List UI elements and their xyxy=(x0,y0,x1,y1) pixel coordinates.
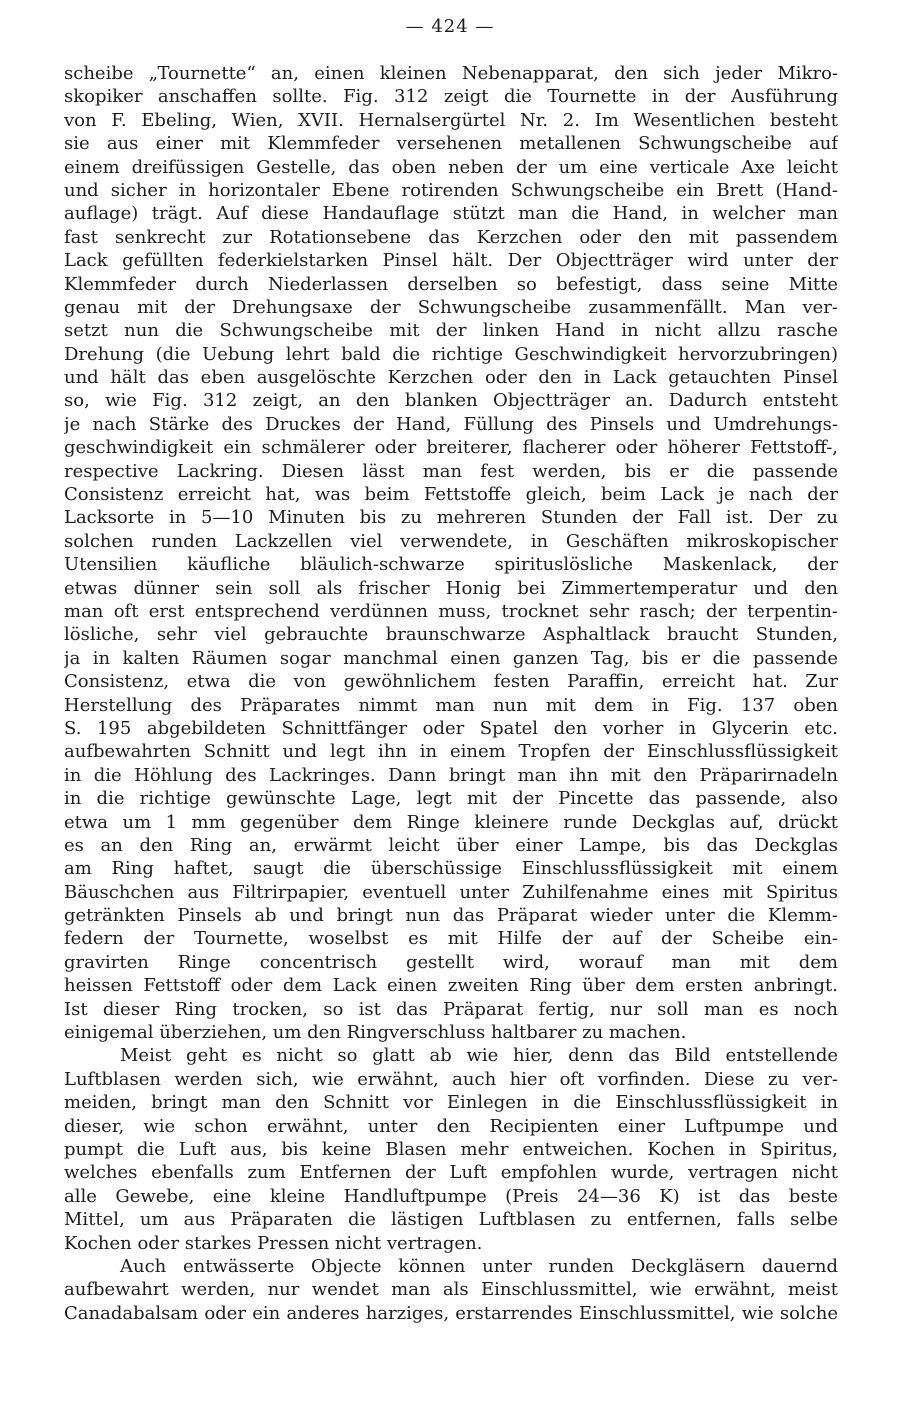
text-line: am Ring haftet, saugt die überschüssige Einschlussflüssigkeit mit einem xyxy=(64,858,838,880)
text-line: dieser, wie schon erwähnt, unter den Recipienten einer Luftpumpe und xyxy=(64,1115,838,1137)
text-line: Bäuschchen aus Filtrirpapier, eventuell unter Zuhilfenahme eines mit Spiritus xyxy=(64,881,838,903)
text-line: in die richtige gewünschte Lage, legt mit der Pincette das passende, also xyxy=(64,788,838,810)
text-line: Ist dieser Ring trocken, so ist das Präparat fertig, nur soll man es noch xyxy=(64,998,838,1020)
text-line: solchen runden Lackzellen viel verwendete, in Geschäften mikroskopischer xyxy=(64,530,838,552)
text-line: Lacksorte in 5—10 Minuten bis zu mehreren Stunden der Fall ist. Der zu xyxy=(64,507,838,529)
text-line: je nach Stärke des Druckes der Hand, Füllung des Pinsels und Umdrehungs- xyxy=(64,413,838,435)
text-line: welches ebenfalls zum Entfernen der Luft empfohlen wurde, vertragen nicht xyxy=(64,1162,838,1184)
text-line: ja in kalten Räumen sogar manchmal einen ganzen Tag, bis er die passende xyxy=(64,647,838,669)
text-line: Auch entwässerte Objecte können unter runden Deckgläsern dauernd xyxy=(120,1255,838,1277)
text-line: pumpt die Luft aus, bis keine Blasen mehr entweichen. Kochen in Spiritus, xyxy=(64,1138,838,1160)
text-line: Kochen oder starkes Pressen nicht vertragen. xyxy=(64,1232,483,1254)
text-line: und hält das eben ausgelöschte Kerzchen oder den in Lack getauchten Pinsel xyxy=(64,367,838,389)
text-line: es an den Ring an, erwärmt leicht über einer Lampe, bis das Deckglas xyxy=(64,834,838,856)
text-line: sie aus einer mit Klemmfeder versehenen metallenen Schwungscheibe auf xyxy=(64,133,838,155)
text-line: Luftblasen werden sich, wie erwähnt, auch hier oft vorfinden. Diese zu ver- xyxy=(64,1068,838,1090)
text-line: und sicher in horizontaler Ebene rotirenden Schwungscheibe ein Brett (Hand- xyxy=(64,179,838,201)
text-line: so, wie Fig. 312 zeigt, an den blanken Objectträger an. Dadurch entsteht xyxy=(64,390,838,412)
text-line: aufbewahrten Schnitt und legt ihn in einem Tropfen der Einschlussflüssigkeit xyxy=(64,741,838,763)
text-line: heissen Fettstoff oder dem Lack einen zweiten Ring über dem ersten anbringt. xyxy=(64,975,838,997)
text-line: einem dreifüssigen Gestelle, das oben neben der um eine verticale Axe leicht xyxy=(64,156,838,178)
text-line: Meist geht es nicht so glatt ab wie hier, denn das Bild entstellende xyxy=(120,1045,838,1067)
text-line: federn der Tournette, woselbst es mit Hilfe der auf der Scheibe ein- xyxy=(64,928,838,950)
text-line: Canadabalsam oder ein anderes harziges, erstarrendes Einschlussmittel, wie solche xyxy=(64,1302,838,1324)
text-line: setzt nun die Schwungscheibe mit der linken Hand in nicht allzu rasche xyxy=(64,320,838,342)
text-line: etwas dünner sein soll als frischer Honig bei Zimmertemperatur und den xyxy=(64,577,838,599)
text-line: S. 195 abgebildeten Schnittfänger oder Spatel den vorher in Glycerin etc. xyxy=(64,717,838,739)
text-line: getränkten Pinsels ab und bringt nun das Präparat wieder unter die Klemm- xyxy=(64,905,838,927)
text-line: Lack gefüllten federkielstarken Pinsel hält. Der Objectträger wird unter der xyxy=(64,250,838,272)
body-text xyxy=(64,62,838,1325)
text-line: skopiker anschaffen sollte. Fig. 312 zeigt die Tournette in der Ausführung xyxy=(64,86,838,108)
text-line: Herstellung des Präparates nimmt man nun mit dem in Fig. 137 oben xyxy=(64,694,838,716)
text-line: in die Höhlung des Lackringes. Dann bringt man ihn mit den Präparirnadeln xyxy=(64,764,838,786)
text-line: Consistenz, etwa die von gewöhnlichem festen Paraffin, erreicht hat. Zur xyxy=(64,671,838,693)
text-line: lösliche, sehr viel gebrauchte braunschwarze Asphaltlack braucht Stunden, xyxy=(64,624,838,646)
text-line: Mittel, um aus Präparaten die lästigen Luftblasen zu entfernen, falls selbe xyxy=(64,1209,838,1231)
text-line: aufbewahrt werden, nur wendet man als Einschlussmittel, wie erwähnt, meist xyxy=(64,1279,838,1301)
text-line: gravirten Ringe concentrisch gestellt wird, worauf man mit dem xyxy=(64,951,838,973)
page-number: — 424 — xyxy=(405,16,495,37)
text-line: einigemal überziehen, um den Ringverschluss haltbarer zu machen. xyxy=(64,1022,687,1044)
text-line: Consistenz erreicht hat, was beim Fettstoffe gleich, beim Lack je nach der xyxy=(64,484,838,506)
text-line: fast senkrecht zur Rotationsebene das Kerzchen oder den mit passendem xyxy=(64,226,838,248)
text-line: Utensilien käufliche bläulich-schwarze spirituslösliche Maskenlack, der xyxy=(64,554,838,576)
text-line: man oft erst entsprechend verdünnen muss, trocknet sehr rasch; der terpentin- xyxy=(64,600,838,622)
text-line: auflage) trägt. Auf diese Handauflage stützt man die Hand, in welcher man xyxy=(64,203,838,225)
text-line: alle Gewebe, eine kleine Handluftpumpe (Preis 24—36 K) ist das beste xyxy=(64,1185,838,1207)
text-line: genau mit der Drehungsaxe der Schwungscheibe zusammenfällt. Man ver- xyxy=(64,296,838,318)
text-line: Drehung (die Uebung lehrt bald die richtige Geschwindigkeit hervorzubringen) xyxy=(64,343,838,365)
text-line: geschwindigkeit ein schmälerer oder breiterer, flacherer oder höherer Fettstoff-, xyxy=(64,437,838,459)
text-line: scheibe „Tournette“ an, einen kleinen Nebenapparat, den sich jeder Mikro- xyxy=(64,63,838,84)
text-line: von F. Ebeling, Wien, XVII. Hernalsergürtel Nr. 2. Im Wesentlichen besteht xyxy=(64,109,838,131)
text-line: Klemmfeder durch Niederlassen derselben so befestigt, dass seine Mitte xyxy=(64,273,838,295)
text-line: respective Lackring. Diesen lässt man fest werden, bis er die passende xyxy=(64,460,838,482)
text-line: etwa um 1 mm gegenüber dem Ringe kleinere runde Deckglas auf, drückt xyxy=(64,811,838,833)
text-line: meiden, bringt man den Schnitt vor Einlegen in die Einschlussflüssigkeit in xyxy=(64,1092,838,1114)
